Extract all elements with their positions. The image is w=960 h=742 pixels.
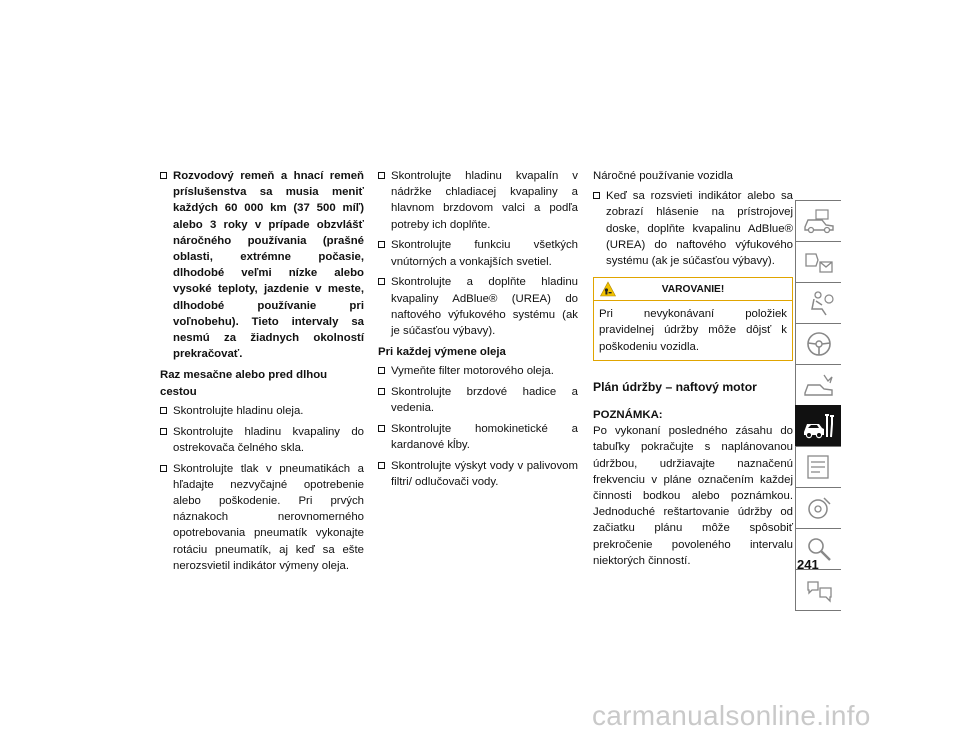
seat-airbag-icon [802,289,836,317]
warning-header [594,278,792,301]
checkbox-square-icon [160,172,167,179]
multimedia-icon [802,494,836,522]
checkbox-square-icon [378,278,385,285]
warning-box [593,277,793,361]
column-right [593,168,793,569]
warning-title: VAROVANIE! [661,284,725,296]
monthly-heading: Raz mesačne alebo pred dlhou cestou [160,369,328,398]
note-body: Po vykonaní posledného zásahu do tabuľky pokračujte s naplánovanou údržbou, udržiavajte naznačenú frekvenciu v pláne označením každej činnosti bodkou alebo poznámkou. Jednoduché reštartovanie údržby od začiatku plánu môže spôsobiť prekročenie povoleného intervalu niektorých činností. [593,425,793,567]
severe-usage-intro: Náročné používanie vozidla [593,170,733,182]
list-item: Skontrolujte hladinu kvapaliny do ostrekovača čelného skla. [160,424,364,456]
checkbox-square-icon [378,388,385,395]
tab-servicing[interactable] [795,405,841,446]
tab-safety[interactable] [795,282,841,323]
checkbox-square-icon [378,425,385,432]
list-item-timing-belt: Rozvodový remeň a hnací remeň príslušenstva sa musia meniť každých 60 000 km (37 500 míľ) alebo 3 roky v prípade obzvlášť náročného používania (prašné oblasti, extrémne počasie, dlhodobé veľmi nízke alebo vysoké teploty, jazdenie v meste, dlhodobé používanie pri voľnobehu). Tieto intervaly sa nesmú za žiadnych okolností prekračovať. [160,168,364,362]
checkbox-square-icon [378,172,385,179]
steering-wheel-icon [802,330,836,358]
list-item: Skontrolujte tlak v pneumatikách a hľadajte nezvyčajné opotrebenie alebo poškodenie. Pri prvých náznakoch nerovnomerného opotrebovania pneumatík vykonajte rotáciu pneumatík, aj keď sa ešte nerozsvietil indikátor výmeny oleja. [160,461,364,574]
tab-warning-lights[interactable] [795,241,841,282]
car-info-icon [802,207,836,235]
tab-emergency[interactable] [795,364,841,405]
checkbox-square-icon [378,462,385,469]
list-item: Keď sa rozsvieti indikátor alebo sa zobrazí hlásenie na prístrojovej doske, doplňte kvapalinu AdBlue® (UREA) do naftového výfukového systému (ak je súčasťou výbavy). [593,188,793,269]
page-number: 241 [797,557,819,572]
tab-languages[interactable] [795,569,841,610]
column-middle [378,168,578,495]
column-left [160,168,364,579]
checkbox-square-icon [378,241,385,248]
checkbox-square-icon [593,192,600,199]
specifications-list-icon [802,453,836,481]
checkbox-square-icon [160,428,167,435]
chapter-tabs [795,200,841,611]
section-title: Plán údržby – naftový motor [593,379,757,394]
tab-driving[interactable] [795,323,841,364]
warning-light-icon [802,248,836,276]
checkbox-square-icon [160,465,167,472]
tab-multimedia[interactable] [795,487,841,528]
list-item: Skontrolujte výskyt vody v palivovom filtri/ odlučovači vody. [378,458,578,490]
car-crash-icon [802,371,836,399]
checkbox-square-icon [160,407,167,414]
list-item: Skontrolujte brzdové hadice a vedenia. [378,384,578,416]
oil-change-heading: Pri každej výmene oleja [378,346,506,359]
tab-specifications[interactable] [795,446,841,487]
warning-body: Pri nevykonávaní položiek pravidelnej údržby môže dôjsť k poškodeniu vozidla. [599,308,787,353]
tab-car-info[interactable] [795,200,841,241]
list-item: Vymeňte filter motorového oleja. [378,363,578,379]
list-item: Skontrolujte hladinu kvapalín v nádržke chladiacej kvapaliny a hlavnom brzdovom valci a podľa potreby ich doplňte. [378,168,578,233]
list-item: Skontrolujte homokinetické a kardanové kĺby. [378,421,578,453]
checkbox-square-icon [378,367,385,374]
list-item: Skontrolujte funkciu všetkých vnútorných a vonkajších svetiel. [378,237,578,269]
car-service-tools-icon [802,412,836,440]
list-item: Skontrolujte a doplňte hladinu kvapaliny AdBlue® (UREA) do naftového výfukového systému (ak je súčasťou výbavy). [378,274,578,339]
watermark: carmanualsonline.info [592,700,871,731]
note-title: POZNÁMKA: [593,409,663,422]
tabs-divider [795,610,841,611]
list-item: Skontrolujte hladinu oleja. [160,403,364,419]
languages-icon [802,576,836,604]
